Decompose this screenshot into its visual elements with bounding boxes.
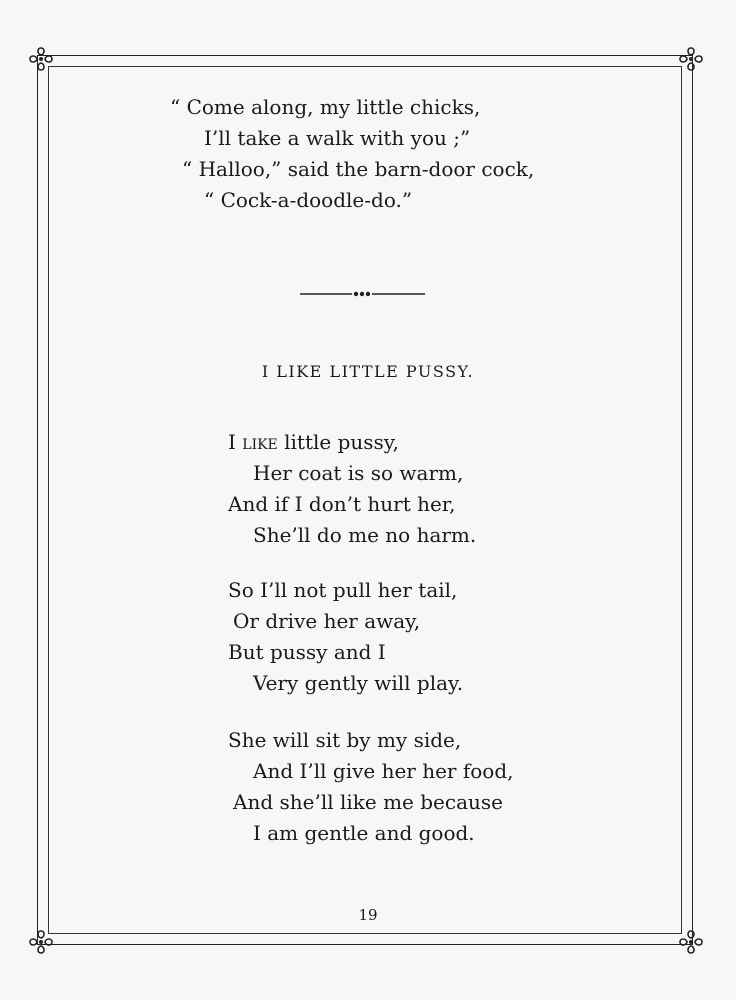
verse-line: I’ll take a walk with you ;” — [204, 126, 471, 150]
verse-line: “ Cock-a-doodle-do.” — [204, 188, 413, 212]
initial-word: I — [228, 430, 236, 454]
fleuron-corner-icon — [26, 927, 56, 957]
verse-line — [228, 427, 476, 458]
first-line-rest: little pussy, — [277, 430, 399, 454]
verse-line: I am gentle and good. — [253, 821, 475, 845]
verse-line: Or drive her away, — [233, 609, 421, 633]
verse-line: And I’ll give her her food, — [253, 759, 514, 783]
verse-line: She’ll do me no harm. — [253, 523, 477, 547]
poem-stanza — [228, 427, 476, 551]
verse-line: She will sit by my side, — [228, 728, 462, 752]
dotted-rule-ornament-icon — [300, 288, 425, 300]
page-number: 19 — [358, 906, 378, 924]
verse-line: And she’ll like me because — [233, 790, 503, 814]
poem-stanza — [228, 725, 514, 849]
poem-stanza — [228, 575, 463, 699]
verse-line: “ Come along, my little chicks, — [170, 95, 481, 119]
verse-line: “ Halloo,” said the barn-door cock, — [182, 157, 535, 181]
smallcaps-word: like — [242, 430, 278, 454]
verse-line: So I’ll not pull her tail, — [228, 578, 458, 602]
verse-line: Very gently will play. — [253, 671, 464, 695]
verse-line: Her coat is so warm, — [253, 461, 464, 485]
fleuron-corner-icon — [26, 44, 56, 74]
verse-line: And if I don’t hurt her, — [228, 492, 456, 516]
fleuron-corner-icon — [676, 927, 706, 957]
verse-line: But pussy and I — [228, 640, 386, 664]
previous-poem-ending — [170, 92, 534, 216]
poem-title: I LIKE LITTLE PUSSY. — [261, 362, 475, 381]
fleuron-corner-icon — [676, 44, 706, 74]
